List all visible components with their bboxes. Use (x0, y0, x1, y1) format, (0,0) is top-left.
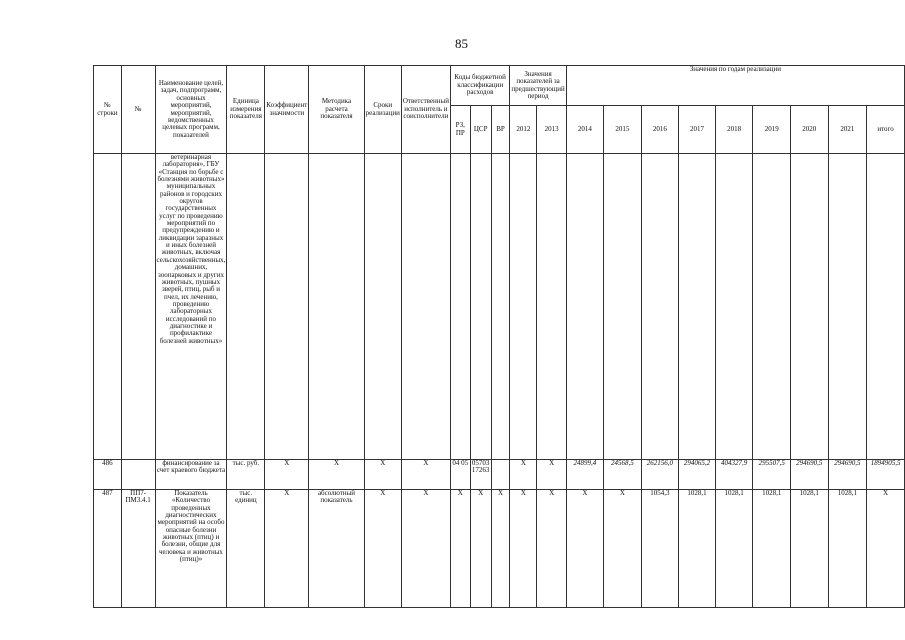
row-total: Х (867, 490, 905, 608)
table-cell (450, 154, 470, 460)
row-value: 294690,5 (790, 460, 828, 490)
table-cell (470, 154, 491, 460)
table-cell (121, 154, 155, 460)
header-name: Наименование целей, задач, подпрограмм, основных мероприятий, мероприятий, ведомственных целевых программ, показателей (155, 66, 227, 154)
row-value: 1054,3 (641, 490, 679, 608)
header-rz: РЗ, ПР (450, 106, 470, 154)
row-value: 1028,1 (790, 490, 828, 608)
header-year: 2017 (679, 106, 716, 154)
header-year: 2016 (641, 106, 679, 154)
header-year: 2015 (604, 106, 641, 154)
row-name: Показатель «Количество проведенных диагностических мероприятий на особо опасные болезни животных (птиц) и болезни, общие для человека и животных (птиц)» (155, 490, 227, 608)
header-total: итого (867, 106, 905, 154)
row-value: 294065,2 (679, 460, 716, 490)
header-unit: Единица измерения показателя (227, 66, 265, 154)
table-cell (227, 154, 265, 460)
row-responsible: Х (401, 460, 450, 490)
row-vr (491, 460, 510, 490)
table-cell (364, 154, 401, 460)
row-value: 1028,1 (679, 490, 716, 608)
header-number: № (121, 66, 155, 154)
header-previous-values: Значения показателей за предшествующий период (510, 66, 566, 106)
table-cell (828, 154, 867, 460)
row-unit: тыс. единиц (227, 490, 265, 608)
row-number: 486 (94, 460, 122, 490)
row-rz: Х (450, 490, 470, 608)
table-row (94, 490, 905, 608)
table-cell (265, 154, 309, 460)
table-cell (753, 154, 791, 460)
table-cell (491, 154, 510, 460)
header-year: 2018 (715, 106, 753, 154)
row-value-2012: Х (510, 460, 537, 490)
row-unit: тыс. руб. (227, 460, 265, 490)
row-value: 24568,5 (604, 460, 641, 490)
header-vr: ВР (491, 106, 510, 154)
row-name: финансирование за счет краевого бюджета (155, 460, 227, 490)
row-value: 294690,5 (828, 460, 867, 490)
table-cell (641, 154, 679, 460)
table-cell (401, 154, 450, 460)
row-value-2013: Х (537, 490, 566, 608)
row-method: Х (309, 460, 364, 490)
header-csr: ЦСР (470, 106, 491, 154)
table-row (94, 460, 905, 490)
row-responsible: Х (401, 490, 450, 608)
row-value: 24899,4 (566, 460, 603, 490)
header-year: 2014 (566, 106, 603, 154)
row-vr: Х (491, 490, 510, 608)
table-cell (790, 154, 828, 460)
header-row-number: № строки (94, 66, 122, 154)
row-value: 1028,1 (828, 490, 867, 608)
table-cell (94, 154, 122, 460)
row-rz: 04 05 (450, 460, 470, 490)
header-terms: Сроки реализации (364, 66, 401, 154)
row-code (121, 460, 155, 490)
row-value-2012: Х (510, 490, 537, 608)
header-coefficient: Коэффициент значимости (265, 66, 309, 154)
header-year: 2019 (753, 106, 791, 154)
header-year: 2021 (828, 106, 867, 154)
row-method: абсолютный показатель (309, 490, 364, 608)
header-year: 2020 (790, 106, 828, 154)
page-number: 85 (455, 36, 468, 51)
table-cell (309, 154, 364, 460)
row-value: 262156,0 (641, 460, 679, 490)
header-year-2013: 2013 (537, 106, 566, 154)
row-coefficient: Х (265, 490, 309, 608)
row-coefficient: Х (265, 460, 309, 490)
header-responsible: Ответственный исполнитель и соисполнители (401, 66, 450, 154)
program-indicators-table (93, 65, 905, 608)
row-csr: Х (470, 490, 491, 608)
table-cell (679, 154, 716, 460)
row-value: Х (566, 490, 603, 608)
row-value: Х (604, 490, 641, 608)
row-terms: Х (364, 490, 401, 608)
row-total: 1894905,5 (867, 460, 905, 490)
row-value: 404327,9 (715, 460, 753, 490)
table-cell (715, 154, 753, 460)
table-cell (510, 154, 537, 460)
table-cell (604, 154, 641, 460)
table-cell (867, 154, 905, 460)
header-method: Методика расчета показателя (309, 66, 364, 154)
row-number: 487 (94, 490, 122, 608)
row-code: ПП7-ПМ3.4.1 (121, 490, 155, 608)
table-cell (566, 154, 603, 460)
header-year-2012: 2012 (510, 106, 537, 154)
row-value: 295507,5 (753, 460, 791, 490)
row-value-2013: Х (537, 460, 566, 490)
table-cell (537, 154, 566, 460)
row-terms: Х (364, 460, 401, 490)
header-values-by-years: Значения по годам реализации (566, 66, 904, 106)
row-value: 1028,1 (753, 490, 791, 608)
row-csr: 05703 17263 (470, 460, 491, 490)
continued-name-text: ветеринарная лаборатория», ГБУ «Станция по борьбе с болезнями животных» муниципальных районов и городских округов государственных услуг по проведению мероприятий по предупреждению и ликвидации заразных и иных болезней животных, включая сельскохозяйственных, домашних, зоопарковых и других животных, пушных зверей, птиц, рыб и пчел, их лечению, проведению лабораторных исследований по диагностике и профилактике болезней животных» (155, 154, 227, 460)
header-budget-codes: Коды бюджетной классификации расходов (450, 66, 509, 106)
row-value: 1028,1 (715, 490, 753, 608)
